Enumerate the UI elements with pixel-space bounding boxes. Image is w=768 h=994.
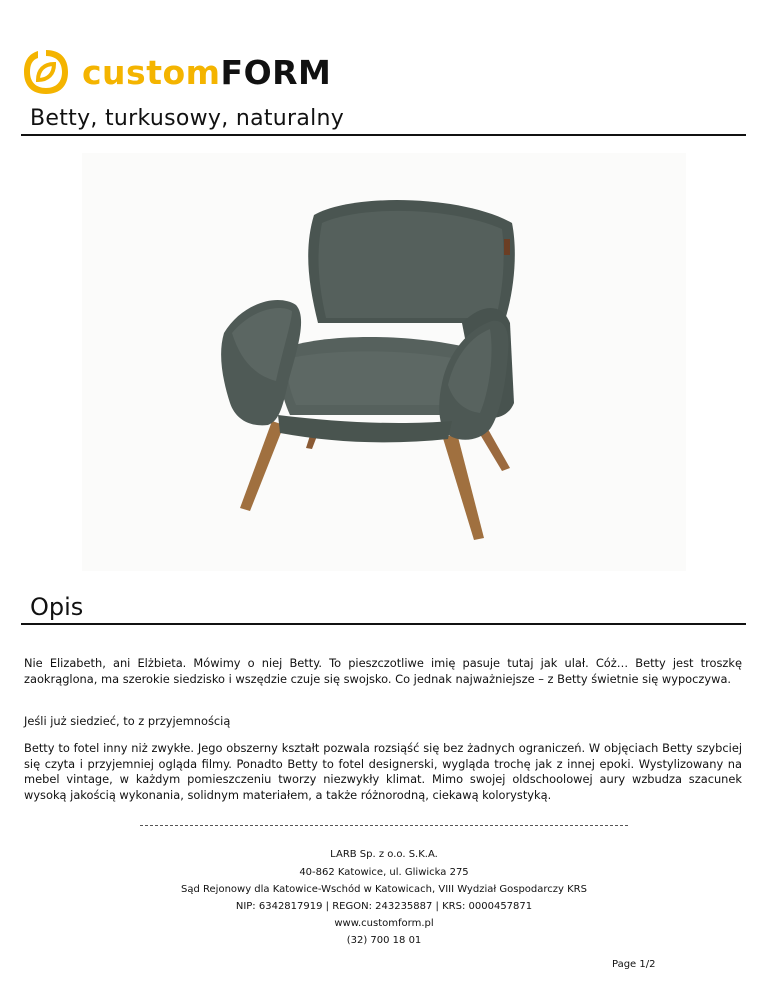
product-title: Betty, turkusowy, naturalny bbox=[30, 106, 345, 131]
description-paragraph: Nie Elizabeth, ani Elżbieta. Mówimy o niej Betty. To pieszczotliwe imię pasuje tutaj jak ulał. Cóż… Betty jest troszkę zaokrąglona, ma szerokie siedzisko i wszędzie czuje się swojsko. Co jednak najważniejsze – z Betty świetnie się wypoczywa. bbox=[24, 656, 742, 686]
footer-address: 40-862 Katowice, ul. Gliwicka 275 bbox=[299, 867, 469, 878]
logo-leaf-icon bbox=[20, 46, 72, 98]
logo-wordmark bbox=[82, 52, 332, 92]
logo-wordmark-custom: custom bbox=[82, 52, 221, 92]
description-divider bbox=[21, 623, 746, 625]
footer-website-link[interactable]: www.customform.pl bbox=[334, 918, 434, 929]
description-heading: Opis bbox=[30, 593, 84, 621]
footer-phone: (32) 700 18 01 bbox=[346, 935, 422, 946]
customform-logo[interactable] bbox=[20, 44, 331, 100]
page-number: Page 1/2 bbox=[612, 959, 656, 970]
footer-company-ids: NIP: 6342817919 | REGON: 243235887 | KRS: 0000457871 bbox=[235, 901, 533, 912]
title-divider bbox=[21, 134, 746, 136]
footer-separator bbox=[140, 825, 628, 826]
logo-wordmark-form: FORM bbox=[220, 52, 332, 92]
footer-court: Sąd Rejonowy dla Katowice-Wschód w Katowicach, VIII Wydział Gospodarczy KRS bbox=[181, 884, 587, 895]
footer-company: LARB Sp. z o.o. S.K.A. bbox=[330, 849, 438, 860]
product-photo bbox=[82, 153, 686, 571]
description-paragraph: Betty to fotel inny niż zwykłe. Jego obszerny kształt pozwala rozsiąść się bez żadnych ograniczeń. W objęciach Betty szybciej się czyta i przyjemniej ogląda filmy. Ponadto Betty to fotel designerski, wygląda trochę jak z innej epoki. Wystylizowany na mebel vintage, w każdym pomieszczeniu tworzy niezwykły klimat. Mimo swojej oldschoolowej aury wzbudza szacunek wysoką jakością wykonania, solidnym materiałem, a także różnorodną, ciekawą kolorystyką. bbox=[24, 741, 742, 802]
armchair-photo-icon bbox=[82, 153, 686, 571]
description-subheading: Jeśli już siedzieć, to z przyjemnością bbox=[24, 714, 231, 728]
